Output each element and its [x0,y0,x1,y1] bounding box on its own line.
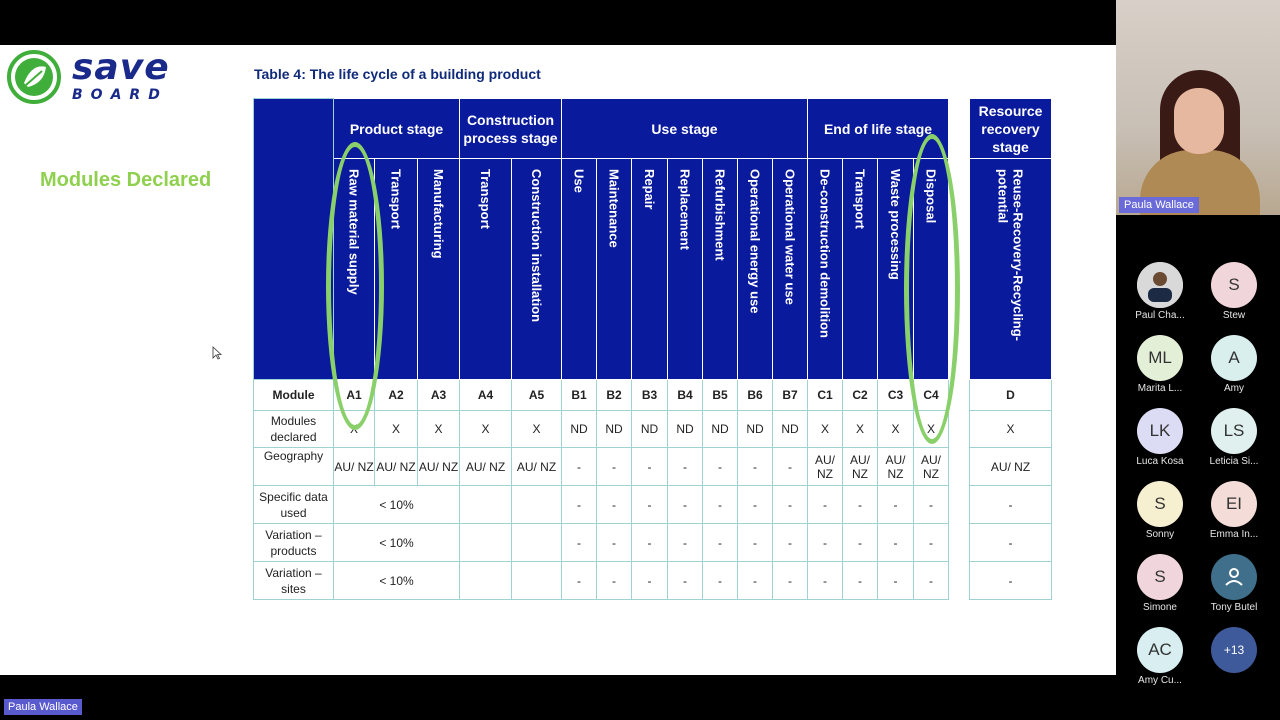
module-code: B3 [632,380,668,411]
variation-sites-label: Variation – sites [254,562,334,600]
declared-cell: ND [773,411,808,448]
dash-cell: - [632,486,668,524]
participant-avatar: S [1137,481,1183,527]
dash-cell: - [703,524,738,562]
participant-name: Amy Cu... [1138,675,1182,686]
specific-data-row [254,486,1052,524]
module-code: A2 [375,380,418,411]
declared-cell: ND [632,411,668,448]
header-corner [254,99,334,380]
participant-tile[interactable] [1123,408,1197,467]
column-gap [949,99,970,380]
sub-disposal: Disposal [914,159,949,380]
module-code: D [970,380,1052,411]
geography-cell: - [668,448,703,486]
participant-avatar: LK [1137,408,1183,454]
geography-cell: AU/ NZ [418,448,460,486]
globe-leaf-icon [6,49,62,105]
dash-cell: - [632,562,668,600]
participant-name: Tony Butel [1210,602,1258,613]
sub-deconstruction-demolition: De-construction demolition [808,159,843,380]
column-gap [949,524,970,562]
dash-cell: - [668,486,703,524]
module-code: C2 [843,380,878,411]
stage-product: Product stage [334,99,460,159]
module-row [254,380,1052,411]
geography-cell: AU/ NZ [878,448,914,486]
dash-cell: - [668,562,703,600]
dash-cell: - [738,524,773,562]
geography-label: Geography [254,448,334,486]
dash-cell: - [773,524,808,562]
dash-cell: - [808,486,843,524]
speaker-name-tag: Paula Wallace [1119,197,1199,213]
participant-avatar: +13 [1211,627,1257,673]
declared-row [254,411,1052,448]
stage-resource-recovery: Resource recovery stage [970,99,1052,159]
participant-avatar: ML [1137,335,1183,381]
sub-maintenance: Maintenance [597,159,632,380]
module-code: C4 [914,380,949,411]
participant-avatar: S [1211,262,1257,308]
geography-cell: AU/ NZ [334,448,375,486]
sub-transport-c2: Transport [843,159,878,380]
module-code: B1 [562,380,597,411]
presenter-label: Paula Wallace [4,699,82,715]
dash-cell: - [597,524,632,562]
geography-cell: AU/ NZ [970,448,1052,486]
save-board-logo [6,49,186,105]
variation-sites-row [254,562,1052,600]
participant-avatar: EI [1211,481,1257,527]
dash-cell: - [668,524,703,562]
mouse-cursor-icon [212,346,222,360]
participant-name: Marita L... [1137,383,1183,394]
sub-construction-installation: Construction installation [512,159,562,380]
declared-cell: ND [668,411,703,448]
dash-cell: - [878,562,914,600]
sub-refurbishment: Refurbishment [703,159,738,380]
sub-operational-energy-use: Operational energy use [738,159,773,380]
declared-cell: ND [703,411,738,448]
participant-tile[interactable] [1197,627,1271,675]
speaker-video[interactable] [1116,0,1280,215]
geography-cell: AU/ NZ [460,448,512,486]
geography-cell: - [738,448,773,486]
participant-name: Leticia Si... [1209,456,1259,467]
dash-cell: - [843,562,878,600]
dash-cell: - [703,486,738,524]
dash-cell: - [562,562,597,600]
dash-cell: - [703,562,738,600]
participant-avatar: S [1137,554,1183,600]
dash-cell: - [562,486,597,524]
empty-cell [460,486,512,524]
logo-subword: BOARD [72,87,168,103]
dash-cell: - [878,486,914,524]
variation-products-label: Variation – products [254,524,334,562]
declared-cell: X [512,411,562,448]
module-code: A3 [418,380,460,411]
module-code: B6 [738,380,773,411]
dash-cell: - [738,562,773,600]
declared-cell: X [914,411,949,448]
dash-cell: - [914,486,949,524]
geography-cell: - [597,448,632,486]
column-gap [949,562,970,600]
participant-name: Paul Cha... [1135,310,1185,321]
user-photo-icon [1137,262,1183,308]
sub-transport-a2: Transport [375,159,418,380]
declared-cell: ND [597,411,632,448]
participant-name: Simone [1143,602,1177,613]
module-code: C1 [808,380,843,411]
module-code: C3 [878,380,914,411]
table-title: Table 4: The life cycle of a building product [254,66,541,82]
dash-cell: - [773,486,808,524]
empty-cell [512,524,562,562]
participant-tile[interactable] [1123,335,1197,394]
declared-cell: ND [738,411,773,448]
geography-cell: AU/ NZ [914,448,949,486]
presentation-slide [0,45,1116,675]
column-gap [949,380,970,411]
module-code: B2 [597,380,632,411]
sub-raw-material-supply: Raw material supply [334,159,375,380]
participant-avatar [1211,554,1257,600]
declared-cell: X [334,411,375,448]
dash-cell: - [808,524,843,562]
participant-tile[interactable] [1197,335,1271,394]
module-code: B4 [668,380,703,411]
geography-cell: AU/ NZ [808,448,843,486]
sub-transport-a4: Transport [460,159,512,380]
stage-construction: Construction process stage [460,99,562,159]
module-code: A4 [460,380,512,411]
participant-name: Luca Kosa [1136,456,1184,467]
declared-cell: X [808,411,843,448]
variation-products-row [254,524,1052,562]
dash-cell: - [843,524,878,562]
module-code: A1 [334,380,375,411]
dash-cell: - [878,524,914,562]
empty-cell [460,524,512,562]
module-label: Module [254,380,334,411]
column-gap [949,448,970,486]
declared-cell: X [375,411,418,448]
dash-cell: - [562,524,597,562]
participant-avatar: LS [1211,408,1257,454]
empty-cell [512,562,562,600]
participant-avatar: AC [1137,627,1183,673]
sub-reuse-recovery-recycling: Reuse-Recovery-Recycling-potential [970,159,1052,380]
dash-cell: - [843,486,878,524]
sub-replacement: Replacement [668,159,703,380]
participant-avatar: A [1211,335,1257,381]
stage-use: Use stage [562,99,808,159]
module-code: B7 [773,380,808,411]
geography-cell: AU/ NZ [512,448,562,486]
geography-cell: - [703,448,738,486]
declared-cell: ND [562,411,597,448]
person-icon [1222,565,1246,589]
declared-cell: X [843,411,878,448]
participant-tile[interactable] [1197,262,1271,321]
lt10-cell: < 10% [334,524,460,562]
lt10-cell: < 10% [334,562,460,600]
dash-cell: - [597,486,632,524]
module-code: B5 [703,380,738,411]
dash-cell: - [808,562,843,600]
life-cycle-table [253,98,1052,600]
geography-cell: - [562,448,597,486]
geography-cell: - [773,448,808,486]
geography-cell: AU/ NZ [843,448,878,486]
participant-tile[interactable] [1123,262,1197,321]
dash-cell: - [970,562,1052,600]
modules-declared-heading: Modules Declared [40,169,212,191]
dash-cell: - [970,486,1052,524]
participant-name: Emma In... [1209,529,1259,540]
declared-cell: X [970,411,1052,448]
declared-cell: X [878,411,914,448]
declared-label: Modules declared [254,411,334,448]
dash-cell: - [773,562,808,600]
declared-cell: X [460,411,512,448]
participant-name: Stew [1222,310,1246,321]
participant-name: Amy [1224,383,1244,394]
sub-operational-water-use: Operational water use [773,159,808,380]
geography-cell: - [632,448,668,486]
participant-tile[interactable] [1123,554,1197,613]
sub-manufacturing: Manufacturing [418,159,460,380]
column-gap [949,411,970,448]
participant-tile[interactable] [1197,554,1271,613]
sub-repair: Repair [632,159,668,380]
empty-cell [460,562,512,600]
column-gap [949,486,970,524]
participant-tile[interactable] [1197,481,1271,540]
stage-end-of-life: End of life stage [808,99,949,159]
dash-cell: - [597,562,632,600]
lt10-cell: < 10% [334,486,460,524]
module-code: A5 [512,380,562,411]
dash-cell: - [914,562,949,600]
participant-tile[interactable] [1197,408,1271,467]
participant-tile[interactable] [1123,481,1197,540]
sub-waste-processing: Waste processing [878,159,914,380]
dash-cell: - [914,524,949,562]
sub-use: Use [562,159,597,380]
dash-cell: - [632,524,668,562]
specific-data-label: Specific data used [254,486,334,524]
geography-row [254,448,1052,486]
empty-cell [512,486,562,524]
dash-cell: - [738,486,773,524]
dash-cell: - [970,524,1052,562]
declared-cell: X [418,411,460,448]
participant-name: Sonny [1145,529,1175,540]
participant-tile[interactable] [1123,627,1197,686]
geography-cell: AU/ NZ [375,448,418,486]
participant-avatar [1137,262,1183,308]
logo-word: save [72,47,170,88]
